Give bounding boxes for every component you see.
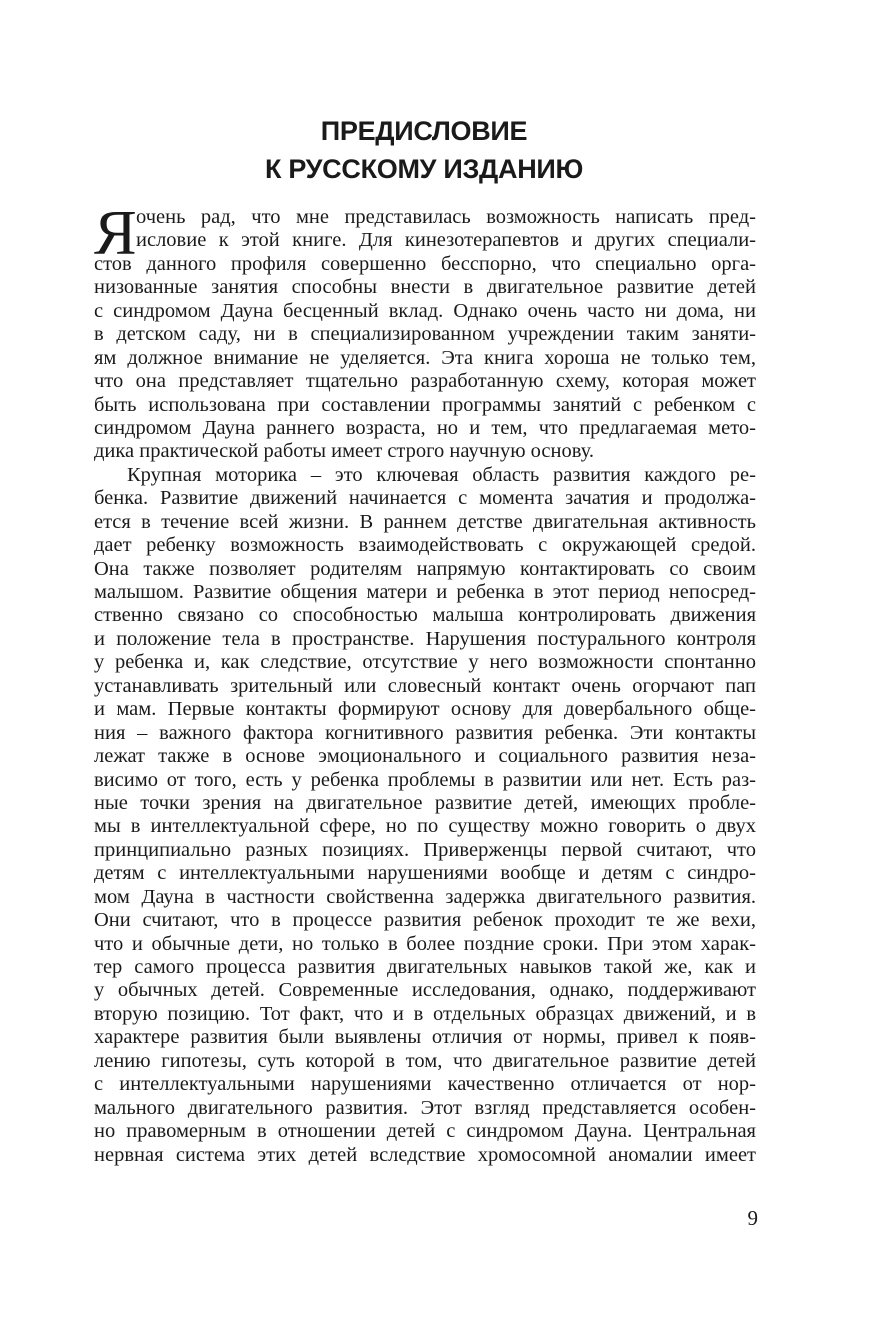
drop-cap-letter: Я: [94, 197, 137, 268]
paragraph: [94, 197, 756, 464]
text-line: очень рад, что мне представилась возможность написать пред-: [136, 206, 756, 228]
text-line: вторую позицию. Тот факт, что и в отдельных образцах движений, и в: [94, 1002, 756, 1025]
text-line: исловие к этой книге. Для кинезотерапевтов и других специали-: [136, 229, 756, 252]
page-number: 9: [747, 1206, 758, 1230]
text-line: но правомерным в отношении детей с синдромом Дауна. Центральная: [94, 1120, 756, 1143]
text-line: Крупная моторика – это ключевая область развития каждого ре-: [127, 463, 756, 486]
text-line: лению гипотезы, суть которой в том, что двигательное развитие детей: [94, 1049, 756, 1072]
text-line: что и обычные дети, но только в более поздние сроки. При этом харак-: [94, 932, 756, 955]
text-line: мом Дауна в частности свойственна задержка двигательного развития.: [94, 885, 756, 908]
text-line: у обычных детей. Современные исследования, однако, поддерживают: [94, 979, 756, 1002]
text-line: Она также позволяет родителям напрямую контактировать со своим: [94, 557, 756, 580]
text-line: мы в интеллектуальной сфере, но по существу можно говорить о двух: [94, 815, 756, 838]
text-line: и мам. Первые контакты формируют основу для довербального обще-: [94, 698, 756, 721]
text-line: лежат также в основе эмоционального и социального развития неза-: [94, 745, 756, 768]
text-line: и положение тела в пространстве. Нарушения постурального контроля: [94, 627, 756, 650]
text-line: детям с интеллектуальными нарушениями вообще и детям с синдро-: [94, 862, 756, 885]
paragraphs: [94, 197, 756, 1167]
text-line: устанавливать зрительный или словесный контакт очень огорчают пап: [94, 674, 756, 697]
text-line: ется в течение всей жизни. В раннем детстве двигательная активность: [94, 510, 756, 533]
chapter-heading-line-2: К РУССКОМУ ИЗДАНИЮ: [264, 154, 584, 184]
text-line: синдромом Дауна раннего возраста, но и тем, что предлагаемая мето-: [94, 416, 756, 439]
text-line: тер самого процесса развития двигательных навыков такой же, как и: [94, 956, 756, 978]
chapter-heading-line-1: ПРЕДИСЛОВИЕ: [320, 116, 528, 146]
text-line: дика практической работы имеет строго научную основу.: [94, 440, 595, 463]
text-line: ния – важного фактора когнитивного развития ребенка. Эти контакты: [94, 721, 756, 744]
text-line: низованные занятия способны внести в двигательное развитие детей: [94, 276, 756, 299]
text-line: у ребенка и, как следствие, отсутствие у него возможности спонтанно: [94, 651, 756, 674]
text-line: быть использована при составлении программы занятий с ребенком с: [94, 393, 756, 416]
text-line: характере развития были выявлены отличия от нормы, привел к появ-: [94, 1026, 756, 1049]
text-line: с синдромом Дауна бесценный вклад. Однако очень часто ни дома, ни: [94, 299, 756, 322]
chapter-heading: [94, 112, 754, 188]
text-line: ственно связано со способностью малыша контролировать движения: [94, 604, 756, 627]
text-line: с интеллектуальными нарушениями качественно отличается от нор-: [94, 1073, 756, 1096]
paragraph: [94, 464, 756, 1167]
text-line: что она представляет тщательно разработанную схему, которая может: [94, 370, 756, 393]
text-line: висимо от того, есть у ребенка проблемы в развитии или нет. Есть раз-: [94, 768, 756, 791]
text-line: ям должное внимание не уделяется. Эта книга хороша не только тем,: [94, 346, 756, 369]
text-line: нервная система этих детей вследствие хромосомной аномалии имеет: [94, 1143, 756, 1166]
text-line: в детском саду, ни в специализированном учреждении таким заняти-: [94, 323, 756, 346]
text-line: стов данного профиля совершенно бесспорно, что специально орга-: [94, 252, 756, 275]
text-line: ные точки зрения на двигательное развитие детей, имеющих пробле-: [94, 791, 756, 814]
text-line: малышом. Развитие общения матери и ребенка в этот период непосред-: [94, 581, 756, 603]
text-line: принципиально разных позициях. Приверженцы первой считают, что: [94, 838, 756, 861]
body-text: [94, 197, 756, 1167]
text-line: дает ребенку возможность взаимодействовать с окружающей средой.: [94, 534, 756, 557]
text-line: Они считают, что в процессе развития ребенок проходит те же вехи,: [94, 909, 756, 932]
text-line: мального двигательного развития. Этот взгляд представляется особен-: [94, 1096, 756, 1119]
text-line: бенка. Развитие движений начинается с момента зачатия и продолжа-: [94, 487, 756, 510]
